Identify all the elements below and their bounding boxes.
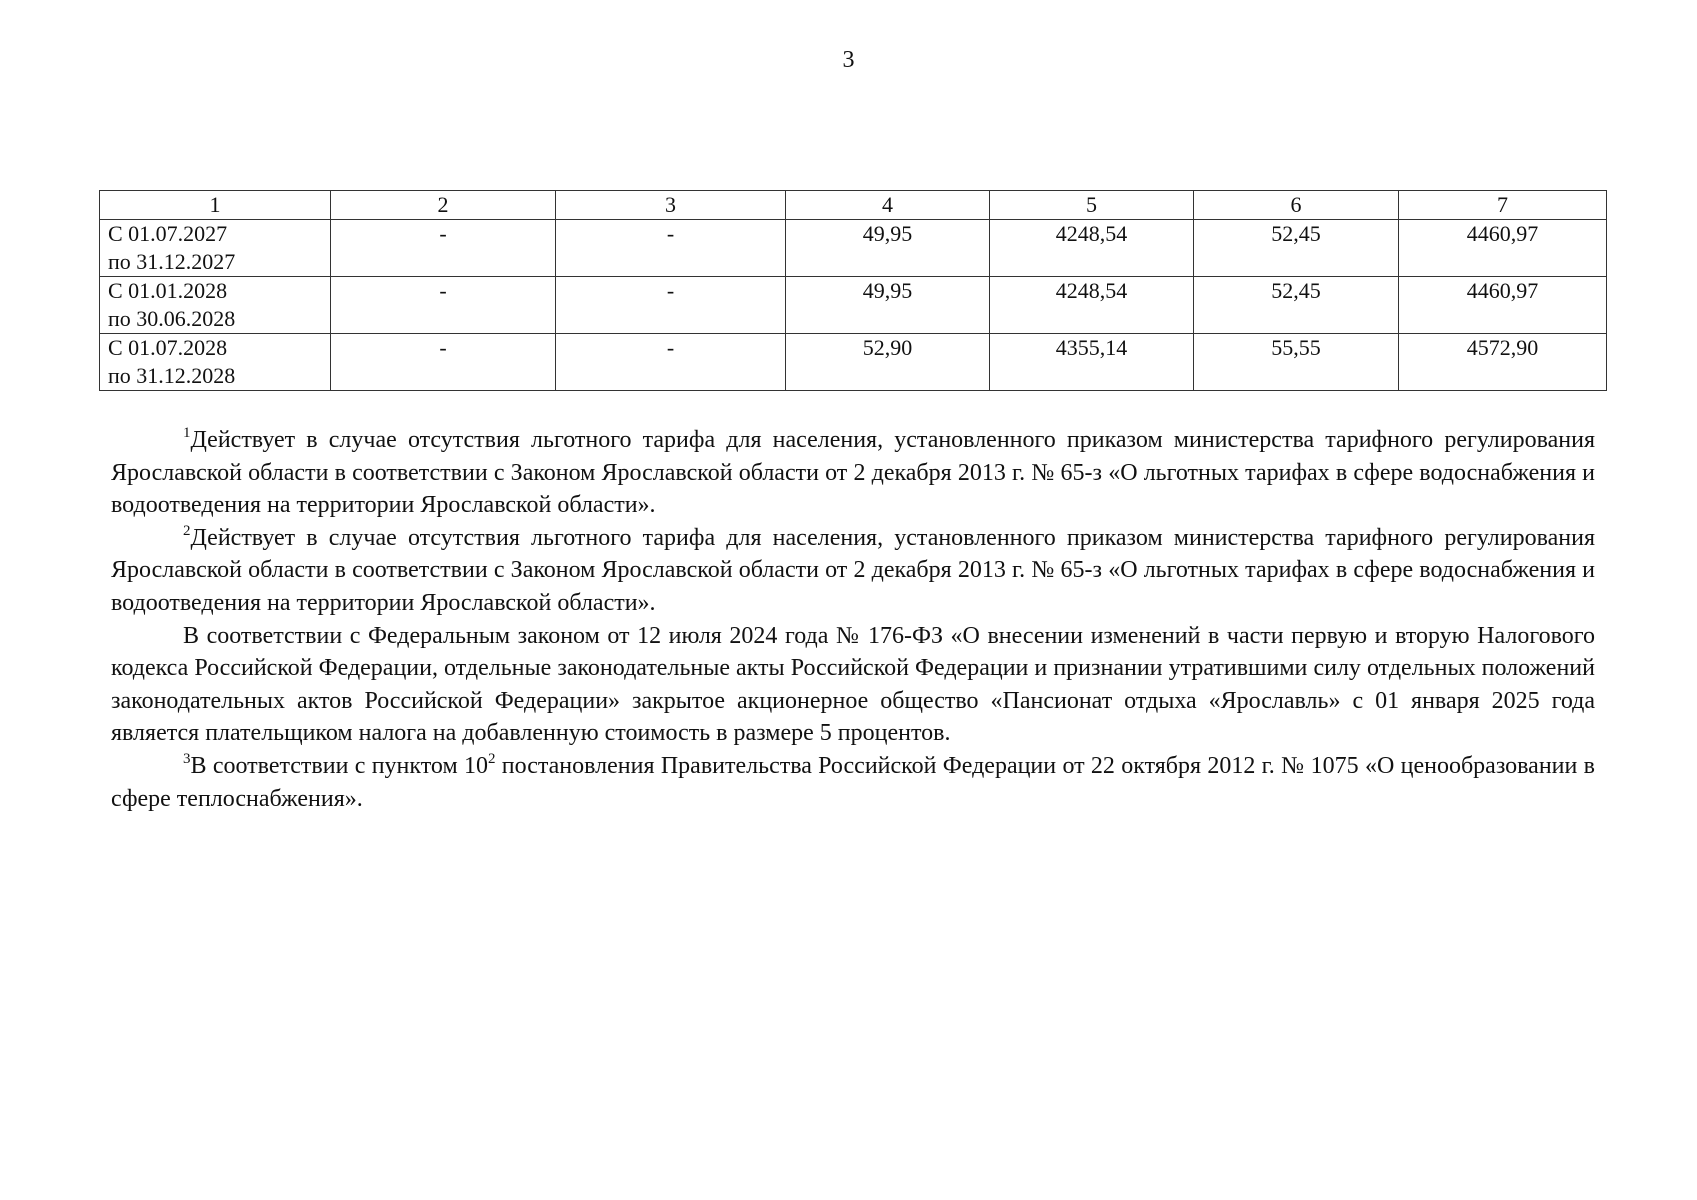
footnote-text: Действует в случае отсутствия льготного тарифа для населения, установленного приказом министерства тарифного регулирования Ярославской области в соответствии с Законом Ярославской области от 2 декабря 2013 г. № 65-з «О льготных тарифах в сфере водоснабжения и водоотведения на территории Ярославской области».: [111, 524, 1595, 616]
page-number: 3: [842, 47, 855, 73]
column-number-2: 2: [331, 191, 556, 220]
table-cell: 4355,14: [990, 334, 1194, 391]
table-cell: 4460,97: [1399, 277, 1607, 334]
period-cell: [100, 277, 331, 334]
table-cell: 52,90: [786, 334, 990, 391]
footnote-marker: 3: [183, 750, 191, 767]
footnote-3: [111, 750, 1595, 815]
period-end: по 30.06.2028: [108, 306, 236, 331]
table-cell: 52,45: [1194, 220, 1399, 277]
column-number-3: 3: [556, 191, 786, 220]
footnote-text: Действует в случае отсутствия льготного тарифа для населения, установленного приказом министерства тарифного регулирования Ярославской области в соответствии с Законом Ярославской области от 2 декабря 2013 г. № 65-з «О льготных тарифах в сфере водоснабжения и водоотведения на территории Ярославской области».: [111, 427, 1595, 519]
table-header-row: [100, 191, 1607, 220]
table-cell: 4460,97: [1399, 220, 1607, 277]
table-cell: 4248,54: [990, 220, 1194, 277]
column-number-6: 6: [1194, 191, 1399, 220]
period-cell: [100, 220, 331, 277]
footnote-marker: 1: [183, 425, 191, 441]
table-row: [100, 334, 1607, 391]
table-cell: -: [331, 334, 556, 391]
table-cell: -: [331, 220, 556, 277]
table-cell: 52,45: [1194, 277, 1399, 334]
period-start: С 01.07.2028: [108, 335, 228, 360]
period-cell: [100, 334, 331, 391]
column-number-4: 4: [786, 191, 990, 220]
table-cell: 4572,90: [1399, 334, 1607, 391]
footnotes-section: [111, 424, 1595, 815]
table-row: [100, 220, 1607, 277]
footnote-marker: 2: [183, 522, 191, 539]
table-cell: -: [556, 220, 786, 277]
footnote-text-end: постановления Правительства Российской Федерации от 22 октября 2012 г. № 1075 «О ценообразовании в сфере теплоснабжения».: [111, 752, 1596, 812]
footnote-1: [111, 424, 1595, 522]
column-number-5: 5: [990, 191, 1194, 220]
period-start: С 01.01.2028: [108, 278, 228, 303]
column-number-1: 1: [100, 191, 331, 220]
table-cell: 4248,54: [990, 277, 1194, 334]
table-cell: 49,95: [786, 277, 990, 334]
table-cell: -: [556, 334, 786, 391]
period-start: С 01.07.2027: [108, 221, 228, 246]
table-cell: 49,95: [786, 220, 990, 277]
column-number-7: 7: [1399, 191, 1607, 220]
table-cell: 55,55: [1194, 334, 1399, 391]
vat-paragraph: В соответствии с Федеральным законом от 12 июля 2024 года № 176-ФЗ «О внесении изменений в части первую и вторую Налогового кодекса Российской Федерации, отдельные законодательные акты Российской Федерации и признании утратившими силу отдельных положений законодательных актов Российской Федерации» закрытое акционерное общество «Пансионат отдыха «Ярославль» с 01 января 2025 года является плательщиком налога на добавленную стоимость в размере 5 процентов.: [111, 622, 1595, 747]
table-row: [100, 277, 1607, 334]
table-cell: -: [556, 277, 786, 334]
tariff-table: [99, 190, 1607, 391]
paragraph-superscript: 2: [487, 750, 496, 767]
table-cell: -: [331, 277, 556, 334]
footnote-2: [111, 522, 1595, 620]
footnote-text-start: В соответствии с пунктом 10: [190, 752, 488, 779]
period-end: по 31.12.2027: [108, 249, 236, 274]
period-end: по 31.12.2028: [108, 363, 236, 388]
